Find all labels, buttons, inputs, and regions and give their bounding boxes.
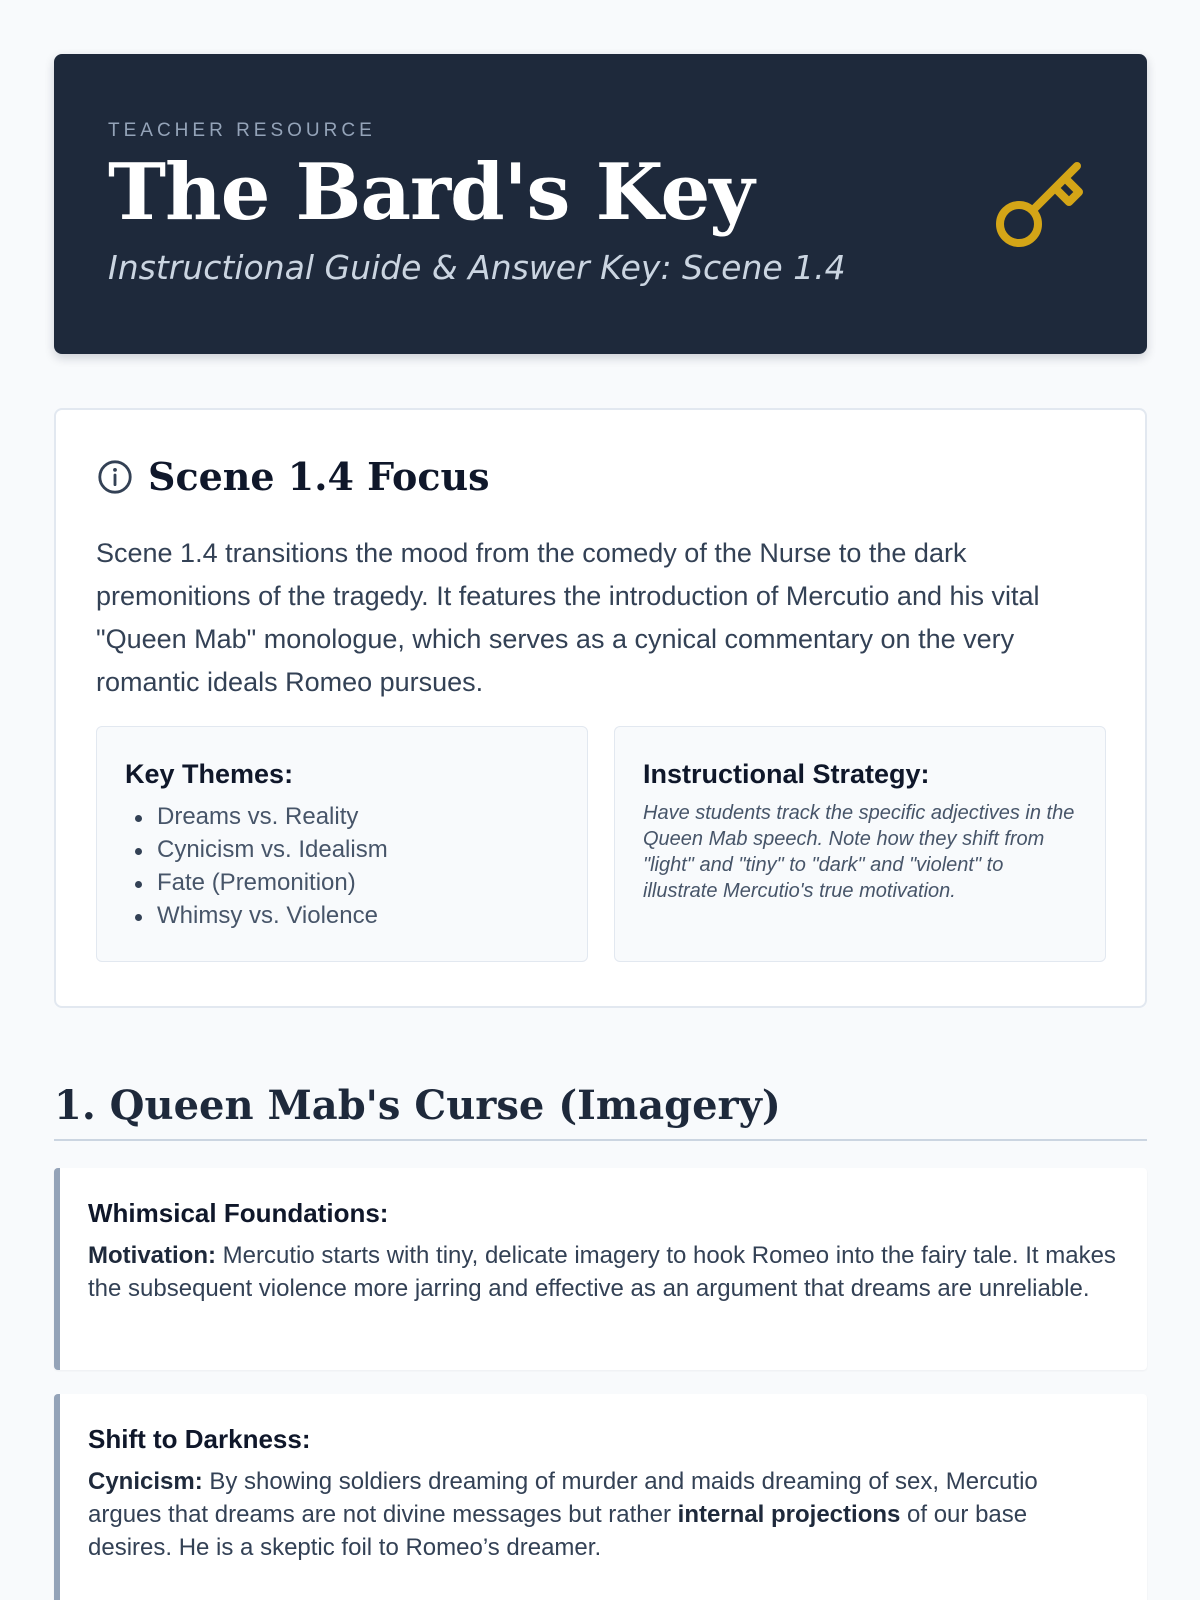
focus-description: Scene 1.4 transitions the mood from the comedy of the Nurse to the dark premonitions of the tragedy. It features the introduction of Mercutio and his vital "Queen Mab" monologue, which serves as a cynical commentary on the very romantic ideals Romeo pursues. bbox=[96, 538, 1040, 697]
focus-heading bbox=[96, 454, 490, 499]
strategy-box bbox=[614, 726, 1106, 962]
note-title: Whimsical Foundations: bbox=[88, 1198, 389, 1228]
section-title: 1. Queen Mab's Curse (Imagery) bbox=[54, 1082, 1147, 1141]
page bbox=[54, 54, 1147, 1561]
note-card bbox=[54, 1394, 1147, 1600]
note-title: Shift to Darkness: bbox=[88, 1424, 311, 1454]
focus-card bbox=[54, 408, 1147, 1008]
key-icon bbox=[989, 154, 1089, 254]
page-title: The Bard's Key bbox=[108, 147, 754, 238]
strategy-title: Instructional Strategy: bbox=[643, 759, 930, 789]
key-themes-box bbox=[96, 726, 588, 962]
note-body bbox=[88, 1465, 1117, 1564]
info-icon bbox=[96, 458, 134, 496]
list-item: Dreams vs. Reality bbox=[131, 800, 559, 833]
note-text: By showing soldiers dreaming of murder and maids dreaming of sex, Mercutio argues that dreams are not divine messages but rather bbox=[88, 1468, 1038, 1528]
note-label: Cynicism: bbox=[88, 1468, 203, 1495]
note-text: Mercutio starts with tiny, delicate imagery to hook Romeo into the fairy tale. It makes the subsequent violence more jarring and effective as an argument that dreams are unreliable. bbox=[88, 1242, 1116, 1302]
list-item: Fate (Premonition) bbox=[131, 866, 559, 899]
header-banner bbox=[54, 54, 1147, 354]
strategy-text: Have students track the specific adjectives in the Queen Mab speech. Note how they shift from "light" and "tiny" to "dark" and "violent" to illustrate Mercutio's true motivation. bbox=[643, 802, 1075, 902]
list-item: Cynicism vs. Idealism bbox=[131, 833, 559, 866]
note-label: Motivation: bbox=[88, 1242, 216, 1269]
focus-title: Scene 1.4 Focus bbox=[148, 454, 490, 499]
note-card bbox=[54, 1168, 1147, 1370]
note-emphasis: internal projections bbox=[677, 1501, 901, 1528]
key-themes-list bbox=[125, 800, 559, 932]
note-body bbox=[88, 1239, 1117, 1305]
note-text: of our base desires. He is a skeptic foil to Romeo’s dreamer. bbox=[88, 1501, 1028, 1561]
eyebrow-label: TEACHER RESOURCE bbox=[108, 120, 376, 141]
list-item: Whimsy vs. Violence bbox=[131, 899, 559, 932]
page-subtitle: Instructional Guide & Answer Key: Scene 1.4 bbox=[108, 248, 846, 287]
key-themes-title: Key Themes: bbox=[125, 759, 294, 789]
